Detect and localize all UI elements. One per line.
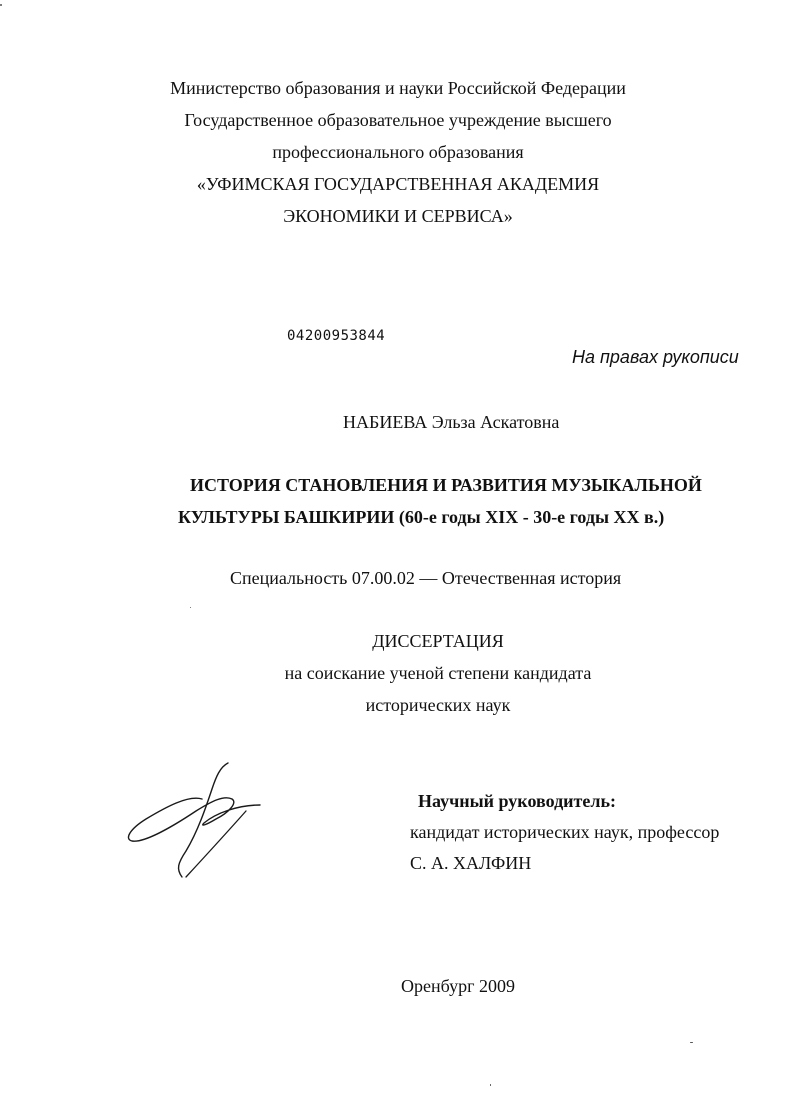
dissertation-title-line2: КУЛЬТУРЫ БАШКИРИИ (60-е годы XIX - 30-е годы XX в.) bbox=[178, 507, 665, 527]
specialty-line: Специальность 07.00.02 — Отечественная история bbox=[230, 568, 622, 588]
author-name: НАБИЕВА Эльза Аскатовна bbox=[343, 412, 560, 432]
city-year: Оренбург 2009 bbox=[401, 976, 515, 996]
scan-speck bbox=[190, 607, 191, 608]
degree-purpose-line: на соискание ученой степени кандидата bbox=[284, 663, 592, 683]
manuscript-note: На правах рукописи bbox=[572, 347, 739, 367]
supervisor-degree: кандидат исторических наук, профессор bbox=[410, 822, 720, 842]
dissertation-title-line1: ИСТОРИЯ СТАНОВЛЕНИЯ И РАЗВИТИЯ МУЗЫКАЛЬНОЙ bbox=[190, 475, 702, 495]
academy-name-line2: ЭКОНОМИКИ И СЕРВИСА» bbox=[283, 206, 513, 226]
ministry-line: Министерство образования и науки Российской Федерации bbox=[170, 78, 626, 98]
academy-name-line1: «УФИМСКАЯ ГОСУДАРСТВЕННАЯ АКАДЕМИЯ bbox=[196, 174, 600, 194]
supervisor-name: С. А. ХАЛФИН bbox=[410, 853, 532, 873]
science-field-line: исторических наук bbox=[365, 695, 511, 715]
handwritten-signature bbox=[120, 755, 270, 885]
catalog-number: 04200953844 bbox=[287, 328, 386, 344]
education-level-line: профессионального образования bbox=[272, 142, 524, 162]
scan-speck bbox=[690, 1042, 693, 1043]
scan-speck bbox=[490, 1084, 491, 1086]
scan-speck bbox=[0, 4, 2, 6]
dissertation-heading: ДИССЕРТАЦИЯ bbox=[372, 631, 504, 651]
institution-type-line: Государственное образовательное учреждение высшего bbox=[184, 110, 612, 130]
supervisor-label: Научный руководитель: bbox=[418, 791, 616, 811]
